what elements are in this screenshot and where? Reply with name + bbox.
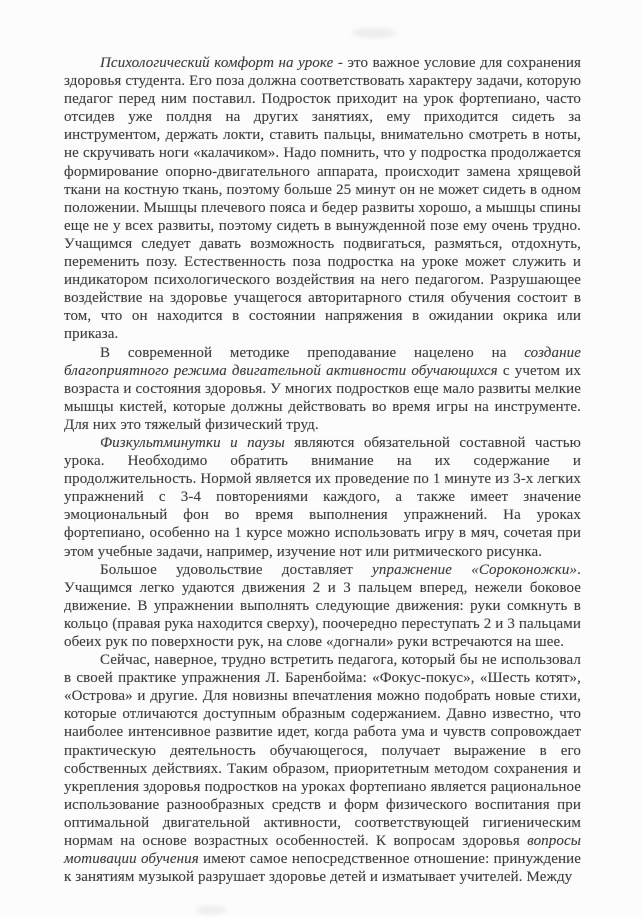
paragraph-barenboim-exercises [64, 651, 581, 886]
paragraph-4-text-a: Большое удовольствие доставляет [100, 561, 373, 578]
scan-artifact [196, 906, 226, 914]
paragraph-centipede-exercise [64, 561, 581, 651]
paragraph-3-lead-italic: Физкультминутки и паузы [100, 434, 285, 451]
paragraph-4-italic: упражнение «Сороконожки» [372, 561, 578, 578]
paragraph-psychological-comfort [64, 54, 581, 344]
paragraph-5-italic: вопросы мотивации обучения [64, 833, 581, 868]
paragraph-3-text: являются обязательной составной частью урока. Необходимо обратить внимание на их содержание и продолжительность. Нормой является их проведение по 1 минуте из 3-х легких упражнений с 3-4 повторениями каждого, а также имеет значение эмоциональный фон во время выполнения упражнений. На уроках фортепиано, особенно на 1 курсе можно использовать игру в мяч, сочетая при этом учебные задачи, например, изучение нот или ритмического рисунка. [64, 434, 581, 560]
paragraph-4-text-b: . Учащимся легко удаются движения 2 и 3 пальцем вперед, нежели боковое движение. В упражнении выполнять следующие движения: руки сомкнуть в кольцо (правая рука находится сверху), поочередно переступать 2 и 3 пальцами обеих рук по поверхности рук, на слове «догнали» руки встречаются на шее. [64, 561, 581, 650]
paragraph-1-lead-italic: Психологический комфорт на уроке [100, 55, 334, 71]
paragraph-1-text: - это важное условие для сохранения здоровья студента. Его поза должна соответствовать характеру задачи, которую педагог перед ним поставил. Подросток приходит на урок фортепиано, часто отсидев уже полдня на других занятиях, ему приходится сидеть за инструментом, держать локти, ставить пальцы, внимательно смотреть в ноты, не скручивать ноги «калачиком». Надо помнить, что у подростка продолжается формирование опорно-двигательного аппарата, происходит замена хрящевой ткани на костную ткань, поэтому больше 25 минут он не может сидеть в одном положении. Мышцы плечевого пояса и бедер развиты хорошо, а мышцы спины еще не у всех развиты, поэтому сидеть в вынужденной позе ему очень трудно. Учащимся следует давать возможность подвигаться, размяться, отдохнуть, переменить позу. Естественность поза подростка на уроке может служить и индикатором психологического воздействия на него педагогом. Разрушающее воздействие на здоровье учащегося авторитарного стиля обучения состоит в том, что он находится в состоянии напряжения в ожидании окрика или приказа. [64, 55, 581, 343]
scan-artifact [352, 28, 396, 38]
paragraph-5-text-b: имеют самое непосредственное отношение: принуждение к занятиям музыкой разрушает здоровье детей и изматывает учителей. Между [64, 851, 581, 886]
paragraph-2-text-b: с учетом их возраста и состояния здоровья. У многих подростков еще мало развиты мелкие мышцы кистей, которые должны действовать во время игры на инструменте. Для них это тяжелый физический труд. [64, 362, 581, 433]
paragraph-2-italic: создание благоприятного режима двигательной активности обучающихся [64, 344, 581, 379]
paragraph-2-text-a: В современной методике преподавание нацелено на [100, 344, 525, 361]
paragraph-modern-methodology [64, 344, 581, 434]
paragraph-5-text-a: Сейчас, наверное, трудно встретить педагога, который бы не использовал в своей практике упражнения Л. Баренбойма: «Фокус-покус», «Шесть котят», «Острова» и другие. Для новизны впечатления можно подобрать новые стихи, которые отличаются доступным образным содержанием. Давно известно, что наиболее интенсивное развитие идет, когда работа ума и чувств сопровождает практическую деятельность обучающегося, получает выражение в его собственных действиях. Таким образом, приоритетным методом сохранения и укрепления здоровья подростков на уроках фортепиано является рациональное использование разнообразных средств и форм физического воспитания при оптимальной двигательной активности, соответствующей гигиеническим нормам на основе возрастных особенностей. К вопросам здоровья [64, 652, 581, 850]
paragraph-physical-breaks [64, 434, 581, 561]
document-body [64, 54, 581, 886]
